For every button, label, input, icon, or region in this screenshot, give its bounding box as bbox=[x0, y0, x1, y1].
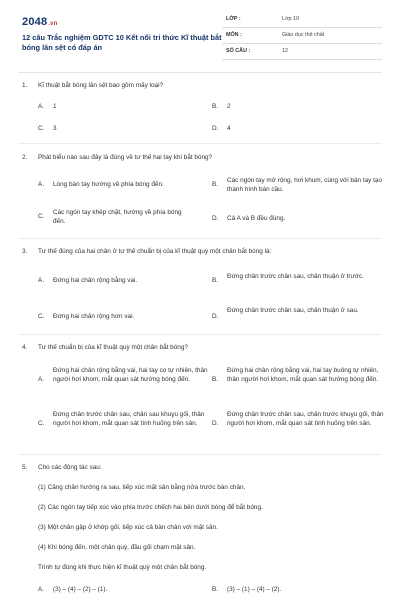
option-letter: D. bbox=[212, 215, 219, 222]
option-text: 2 bbox=[227, 103, 231, 110]
statement-3: (3) Một chân gập ở khớp gối, tiếp xúc cả bàn chân với mặt sân. bbox=[38, 524, 218, 531]
option-text: Các ngón tay khép chặt, hướng về phía bóng đến. bbox=[53, 209, 182, 225]
option-letter: B. bbox=[212, 586, 219, 593]
option-text: Đứng hai chân rộng bằng vai. bbox=[53, 277, 138, 284]
page-header bbox=[0, 0, 400, 66]
meta-row-subject bbox=[222, 28, 382, 44]
statement-1: (1) Căng chân hướng ra sau, tiếp xúc mặt sân bằng nửa trước bàn chân. bbox=[38, 484, 246, 491]
question-text: Tư thế đúng của hai chân ở tư thế chuẩn bị của kĩ thuật quỳ một chân bắt bóng là: bbox=[38, 248, 272, 255]
option-letter: C. bbox=[38, 213, 45, 220]
option-text: Đứng chân trước chân sau, chân sau khuỵu gối, thân người hơi khom, mắt quan sát tình huống trên sân. bbox=[53, 411, 205, 427]
option-letter: D. bbox=[212, 313, 219, 320]
question-divider bbox=[18, 334, 382, 335]
question-divider bbox=[18, 454, 382, 455]
option-text: Các ngón tay mở rộng, hơi khum, cùng với bàn tay tạo thành hình bán cầu. bbox=[227, 177, 383, 193]
option-letter: A. bbox=[38, 103, 45, 110]
option-letter: B. bbox=[212, 376, 219, 383]
question-prompt: Trình tự đúng khi thực hiện kĩ thuật quỳ một chân bắt bóng. bbox=[38, 564, 207, 571]
option-text: 3 bbox=[53, 125, 57, 132]
question-divider bbox=[18, 238, 382, 239]
option-letter: A. bbox=[38, 181, 45, 188]
question-text: Cho các động tác sau: bbox=[38, 464, 102, 471]
question-divider bbox=[18, 143, 382, 144]
option-letter: A. bbox=[38, 376, 45, 383]
option-letter: C. bbox=[38, 125, 45, 132]
option-letter: B. bbox=[212, 277, 219, 284]
logo-suffix: .vn bbox=[48, 21, 58, 27]
logo-text: 2048 bbox=[22, 16, 48, 28]
option-text: Lòng bàn tay hướng về phía bóng đến. bbox=[53, 181, 164, 188]
option-letter: A. bbox=[38, 586, 45, 593]
document-meta bbox=[222, 12, 382, 60]
statement-4: (4) Khi bóng đến, một chân quỳ, đầu gối chạm mặt sân. bbox=[38, 544, 196, 551]
option-letter: A. bbox=[38, 277, 45, 284]
statement-2: (2) Các ngón tay tiếp xúc vào phía trước chếch hai bên dưới bóng để bắt bóng. bbox=[38, 504, 263, 511]
option-letter: C. bbox=[38, 313, 45, 320]
meta-label: MÔN : bbox=[226, 32, 242, 38]
question-number: 5. bbox=[22, 464, 28, 471]
option-text: Đứng chân trước chân sau, chân thuận ở sau. bbox=[227, 307, 359, 314]
question-number: 1. bbox=[22, 82, 28, 89]
meta-label: SỐ CÂU : bbox=[226, 48, 251, 54]
option-letter: D. bbox=[212, 125, 219, 132]
option-text: 4 bbox=[227, 125, 231, 132]
meta-row-count bbox=[222, 44, 382, 60]
option-text: 1 bbox=[53, 103, 57, 110]
meta-value: 12 bbox=[282, 48, 288, 54]
meta-value: Lớp 10 bbox=[282, 16, 300, 22]
question-number: 3. bbox=[22, 248, 28, 255]
option-letter: B. bbox=[212, 103, 219, 110]
option-letter: B. bbox=[212, 181, 219, 188]
question-text: Kĩ thuật bắt bóng lăn sệt bao gồm mấy loại? bbox=[38, 82, 164, 89]
meta-value: Giáo dục thể chất bbox=[282, 32, 325, 38]
option-text: Đứng hai chân rộng bằng vai, hai tay buông tự nhiên, thân người hơi khom, mắt quan sát hướng bóng đến. bbox=[227, 367, 379, 383]
document-title: 12 câu Trắc nghiệm GDTC 10 Kết nối tri thức Kĩ thuật bắt bóng lăn sệt có đáp án bbox=[22, 33, 222, 52]
option-text: Đứng chân trước chân sau, chân trước khuỵu gối, thân người hơi khom, mắt quan sát tình huống trên sân. bbox=[227, 411, 384, 427]
option-text: (3) – (4) – (2) – (1). bbox=[53, 586, 108, 593]
question-number: 4. bbox=[22, 344, 28, 351]
option-text: Đứng chân trước chân sau, chân thuận ở trước. bbox=[227, 273, 364, 280]
question-text: Tư thế chuẩn bị của kĩ thuật quỳ một chân bắt bóng? bbox=[38, 344, 188, 351]
question-number: 2. bbox=[22, 154, 28, 161]
option-letter: D. bbox=[212, 420, 219, 427]
header-divider bbox=[18, 72, 382, 73]
option-text: Cả A và B đều đúng. bbox=[227, 215, 286, 222]
option-letter: C. bbox=[38, 420, 45, 427]
meta-row-class bbox=[222, 12, 382, 28]
meta-label: LỚP : bbox=[226, 16, 241, 22]
option-text: Đứng hai chân rộng bằng vai, hai tay co tự nhiên, thân người hơi khom, mắt quan sát hướng bóng đến. bbox=[53, 367, 208, 383]
question-text: Phát biểu nào sau đây là đúng về tư thế hai tay khi bắt bóng? bbox=[38, 154, 213, 161]
option-text: (3) – (1) – (4) – (2). bbox=[227, 586, 282, 593]
option-text: Đứng hai chân rộng hơn vai. bbox=[53, 313, 135, 320]
site-logo[interactable] bbox=[22, 16, 58, 28]
